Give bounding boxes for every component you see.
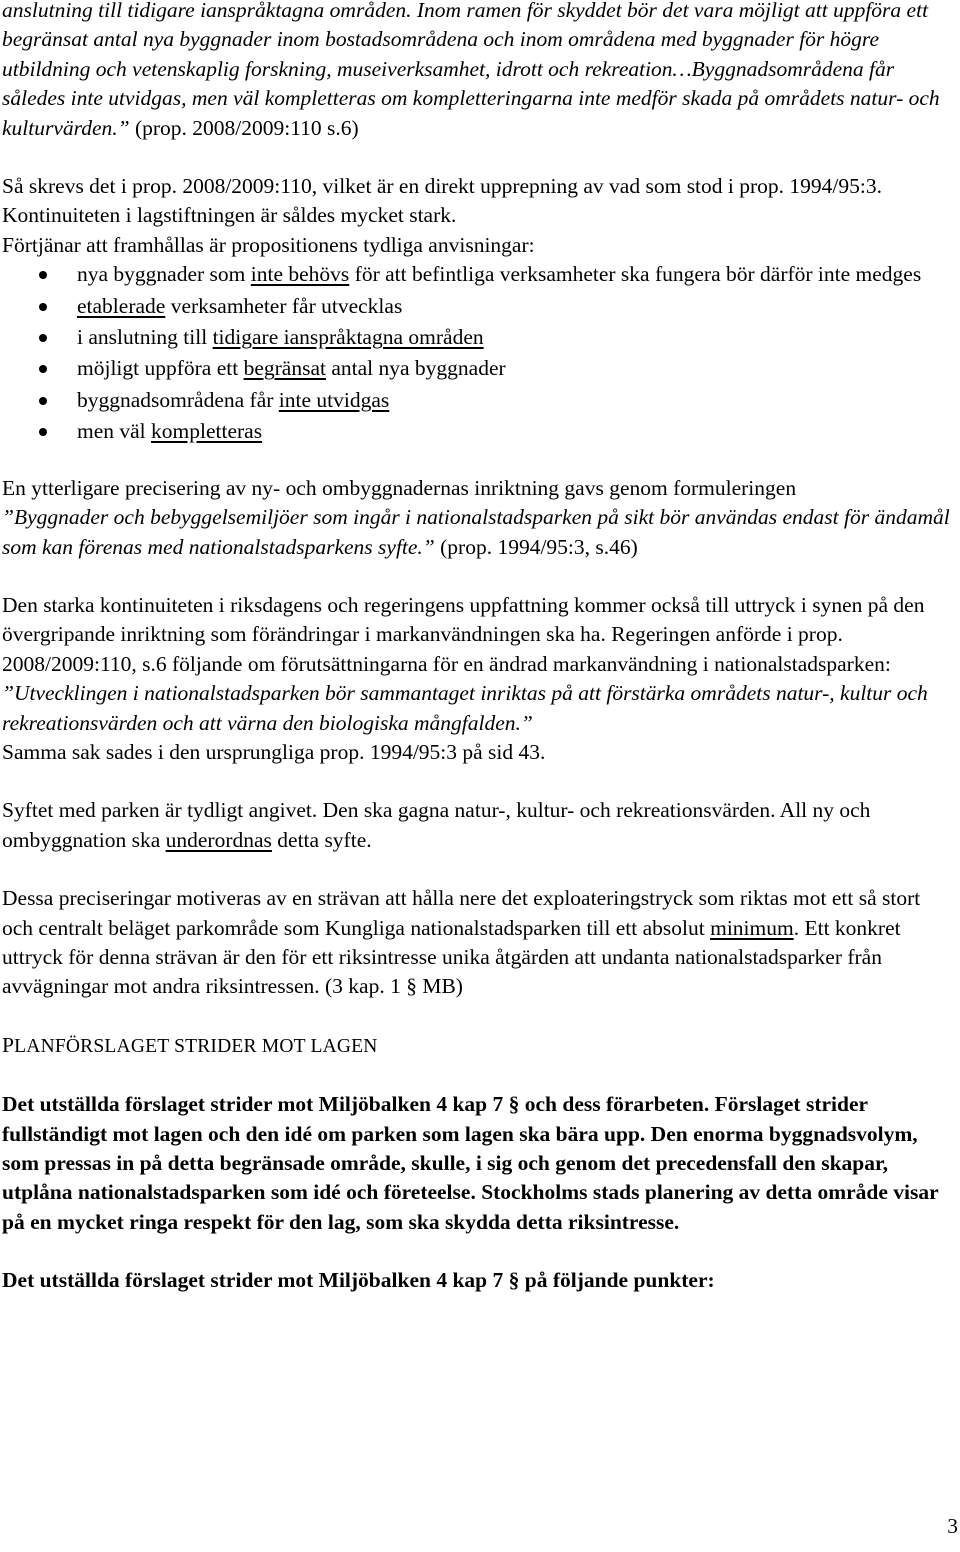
continuity-government-paragraph	[2, 591, 954, 767]
underlined-phrase: inte utvidgas	[278, 387, 390, 412]
precision-paragraph	[2, 474, 954, 562]
page-number: 3	[947, 1514, 958, 1538]
bullet-icon	[39, 303, 47, 311]
precision-quote: ”Byggnader och bebyggelsemiljöer som ingår i nationalstadsparken på sikt bör användas endast för ändamål som kan förenas med nationalstadsparkens syfte.”	[2, 505, 950, 559]
bullet-icon	[39, 397, 47, 405]
document-page	[2, 0, 954, 1296]
guidance-list	[2, 260, 954, 446]
underlined-phrase: tidigare ianspråktagna områden	[212, 325, 484, 350]
underlined-phrase: minimum	[710, 915, 794, 940]
government-quote: ”Utvecklingen i nationalstadsparken bör sammantaget inriktas på att förstärka områdets natur-, kultur och rekreationsvärden och att värna den biologiska mångfalden.”	[2, 681, 928, 735]
list-item: i anslutning till tidigare ianspråktagna områden	[2, 323, 954, 352]
section-heading: PLANFÖRSLAGET STRIDER MOT LAGEN	[2, 1032, 378, 1057]
guidance-intro: Förtjänar att framhållas är propositionens tydliga anvisningar:	[2, 232, 535, 257]
government-text: Den starka kontinuiteten i riksdagens och regeringens uppfattning kommer också till uttryck i synen på den övergripande inriktning som förändringar i markanvändningen ska ha. Regeringen anförde i prop. 2008/2009:110, s.6 följande om förutsättningarna för en ändrad markanvändning i nationalstadsparken:	[2, 592, 925, 676]
underlined-phrase: kompletteras	[151, 419, 263, 444]
list-item: möjligt uppföra ett begränsat antal nya byggnader	[2, 354, 954, 383]
bold-statement-2: Det utställda förslaget strider mot Miljöbalken 4 kap 7 § på följande punkter:	[2, 1268, 715, 1293]
bullet-icon	[39, 428, 47, 436]
same-statement: Samma sak sades i den ursprungliga prop. 1994/95:3 på sid 43.	[2, 739, 546, 764]
underlined-phrase: inte behövs	[250, 262, 350, 287]
precision-reference: (prop. 1994/95:3, s.46)	[434, 534, 638, 559]
purpose-paragraph: Syftet med parken är tydligt angivet. Den ska gagna natur-, kultur- och rekreationsvärden. All ny och ombyggnation ska underordnas detta syfte.	[2, 798, 871, 852]
precision-intro: En ytterligare precisering av ny- och ombyggnadernas inriktning gavs genom formuleringen	[2, 475, 797, 500]
underlined-phrase: begränsat	[243, 356, 326, 381]
underlined-phrase: underordnas	[165, 827, 272, 852]
list-item: etablerade verksamheter får utvecklas	[2, 292, 954, 321]
underlined-phrase: etablerade	[77, 293, 166, 318]
quote-paragraph-1	[2, 0, 954, 143]
quote-text: anslutning till tidigare ianspråktagna områden. Inom ramen för skyddet bör det vara möjligt att uppföra ett begränsat antal nya byggnader inom bostadsområdena och inom områdena med byggnader för högre utbildning och vetenskaplig forskning, museiverksamhet, idrott och rekreation…Byggnadsområdena får således inte utvidgas, men väl kompletteras om kompletteringarna inte medför skada på områdets natur- och kulturvärden.”	[2, 0, 940, 140]
list-item: nya byggnader som inte behövs för att befintliga verksamheter ska fungera bör därför inte medges	[2, 260, 954, 289]
list-item: byggnadsområdena får inte utvidgas	[2, 386, 954, 415]
bold-statement-1: Det utställda förslaget strider mot Miljöbalken 4 kap 7 § och dess förarbeten. Förslaget strider fullständigt mot lagen och den idé om parken som lagen ska bära upp. Den enorma byggnadsvolym, som pressas in på detta begränsade område, skulle, i sig och genom det precedensfall den skapar, utplåna nationalstadsparken som idé och företeelse. Stockholms stads planering av detta område visar på en mycket ringa respekt för den lag, som ska skydda detta riksintresse.	[2, 1092, 939, 1234]
bullet-icon	[39, 334, 47, 342]
quote-reference: (prop. 2008/2009:110 s.6)	[129, 115, 359, 140]
list-item: men väl kompletteras	[2, 417, 954, 446]
bullet-icon	[39, 271, 47, 279]
bullet-icon	[39, 365, 47, 373]
continuity-paragraph: Så skrevs det i prop. 2008/2009:110, vilket är en direkt upprepning av vad som stod i prop. 1994/95:3. Kontinuiteten i lagstiftningen är såldes mycket stark.	[2, 174, 882, 228]
motivation-paragraph: Dessa preciseringar motiveras av en strävan att hålla nere det exploateringstryck som riktas mot ett så stort och centralt beläget parkområde som Kungliga nationalstadsparken till ett absolut minimum. Ett konkret uttryck för denna strävan är den för ett riksintresse unika åtgärden att undanta nationalstadsparker från avvägningar mot andra riksintressen. (3 kap. 1 § MB)	[2, 886, 921, 999]
